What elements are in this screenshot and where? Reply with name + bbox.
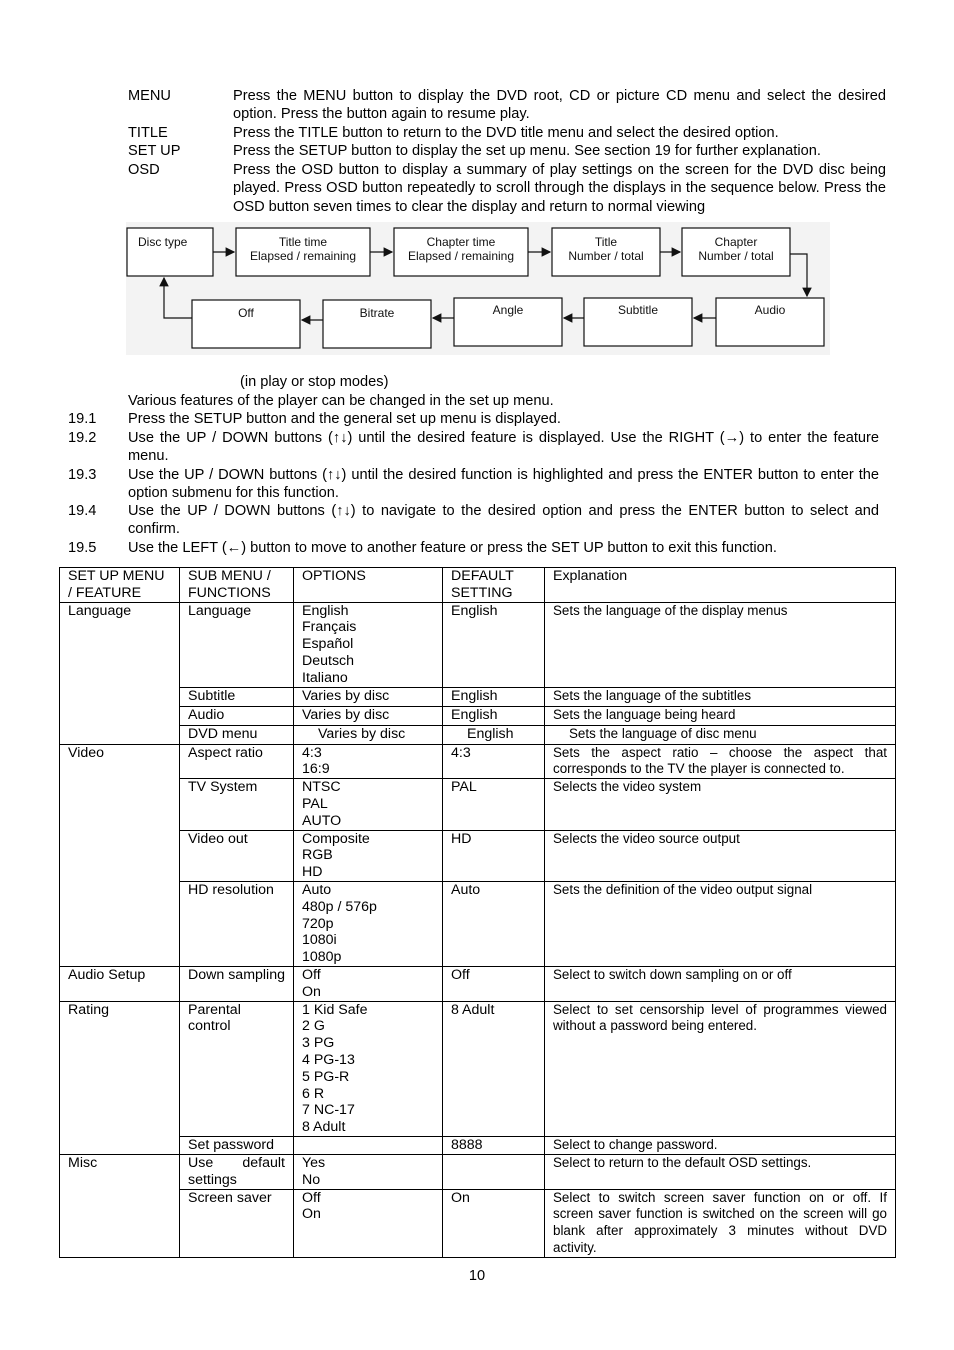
- table-row: [60, 1154, 896, 1189]
- explanation-cell: Select to return to the default OSD settings.: [545, 1154, 896, 1189]
- various-intro: Various features of the player can be changed in the set up menu.: [128, 393, 554, 409]
- option-item: PAL: [302, 795, 328, 812]
- sub-cell: Down sampling: [180, 966, 294, 1001]
- step-text: Use the UP / DOWN buttons (↑↓) until the desired function is highlighted and press the ENTER button to enter the option submenu for this function.: [128, 467, 879, 502]
- option-item: 4 PG-13: [302, 1051, 355, 1068]
- table-header-row: [60, 568, 896, 603]
- feature-cell: Misc: [60, 1154, 180, 1257]
- option-item: English: [302, 602, 349, 619]
- option-item: 6 R: [302, 1085, 325, 1102]
- explanation-cell: Selects the video system: [545, 779, 896, 830]
- label-bitrate: Bitrate: [359, 306, 395, 320]
- default-cell: Off: [443, 966, 545, 1001]
- step-number: 19.2: [68, 430, 97, 446]
- option-item: 2 G: [302, 1018, 325, 1035]
- step-text: Press the SETUP button and the general set up menu is displayed.: [128, 411, 561, 427]
- option-item: Italiano: [302, 669, 348, 686]
- option-item: 16:9: [302, 761, 330, 778]
- options-cell: Varies by disc: [294, 725, 443, 744]
- option-item: Yes: [302, 1154, 326, 1171]
- sub-cell: TV System: [180, 779, 294, 830]
- option-item: 720p: [302, 915, 334, 932]
- page-number: 10: [468, 1268, 486, 1284]
- table-row: [60, 1001, 896, 1136]
- def-osd: Press the OSD button to display a summary of play settings on the screen for the DVD disc being played. Press OSD button repeatedly to scroll through the displays in the sequence below. Press the OSD button seven times to clear the display and return to normal viewing: [233, 162, 886, 215]
- option-item: Off: [302, 1189, 321, 1206]
- label-title-num-1: Title: [594, 235, 618, 249]
- explanation-cell: Sets the language being heard: [545, 706, 896, 725]
- label-off: Off: [238, 306, 254, 320]
- option-item: Off: [302, 966, 321, 983]
- option-item: Español: [302, 636, 354, 653]
- label-subtitle: Subtitle: [617, 303, 659, 317]
- option-item: AUTO: [302, 812, 342, 829]
- explanation-cell: Select to set censorship level of programmes viewed without a password being entered.: [545, 1001, 896, 1136]
- default-cell: 8 Adult: [443, 1001, 545, 1136]
- term-menu: MENU: [128, 88, 171, 104]
- options-cell: [294, 602, 443, 687]
- options-cell: [294, 779, 443, 830]
- explanation-cell: Select to switch screen saver function on or off. If screen saver function is switched on the screen will go blank after approximately 3 minutes without DVD activity.: [545, 1189, 896, 1257]
- table-row: [60, 687, 896, 706]
- option-item: 1080p: [302, 949, 342, 966]
- sub-cell: Use default settings: [180, 1154, 294, 1189]
- label-angle: Angle: [492, 303, 524, 317]
- table-row: [60, 1189, 896, 1257]
- label-title-time-1: Title time: [278, 235, 328, 249]
- step-text: Use the UP / DOWN buttons (↑↓) until the desired feature is displayed. Use the RIGHT (→) to enter the feature menu.: [128, 430, 879, 465]
- option-item: 1080i: [302, 932, 337, 949]
- option-item: 4:3: [302, 744, 322, 761]
- option-item: Français: [302, 619, 357, 636]
- default-cell: 8888: [443, 1136, 545, 1154]
- term-osd: OSD: [128, 162, 160, 178]
- options-cell: [294, 1189, 443, 1257]
- explanation-cell: Sets the language of the subtitles: [545, 687, 896, 706]
- osd-flow-svg: [126, 222, 830, 355]
- feature-cell: Language: [60, 602, 180, 744]
- step-text: Use the LEFT (←) button to move to another feature or press the SET UP button to exit this function.: [128, 540, 777, 556]
- def-title: Press the TITLE button to return to the DVD title menu and select the desired option.: [233, 125, 779, 141]
- option-item: RGB: [302, 847, 333, 864]
- explanation-cell: Sets the language of disc menu: [545, 725, 896, 744]
- sub-cell: DVD menu: [180, 725, 294, 744]
- table-row: [60, 966, 896, 1001]
- explanation-cell: Sets the aspect ratio – choose the aspect that corresponds to the TV the player is connected to.: [545, 744, 896, 779]
- term-setup: SET UP: [128, 143, 181, 159]
- default-cell: On: [443, 1189, 545, 1257]
- options-cell: [294, 744, 443, 779]
- label-audio: Audio: [754, 303, 786, 317]
- table-row: [60, 830, 896, 881]
- option-item: On: [302, 1206, 321, 1223]
- option-item: 3 PG: [302, 1035, 335, 1052]
- options-cell: [294, 881, 443, 966]
- default-cell: English: [443, 725, 545, 744]
- table-row: [60, 725, 896, 744]
- options-cell: Varies by disc: [294, 706, 443, 725]
- default-cell: HD: [443, 830, 545, 881]
- arrow-10: [164, 278, 192, 318]
- table-row: [60, 744, 896, 779]
- option-item: 8 Adult: [302, 1119, 346, 1136]
- sub-cell: Audio: [180, 706, 294, 725]
- def-setup: Press the SETUP button to display the set up menu. See section 19 for further explanation.: [233, 143, 821, 159]
- option-item: 7 NC-17: [302, 1102, 355, 1119]
- sub-cell: HD resolution: [180, 881, 294, 966]
- feature-cell: Audio Setup: [60, 966, 180, 1001]
- osd-sequence-diagram: [126, 222, 830, 355]
- default-cell: PAL: [443, 779, 545, 830]
- step-text: Use the UP / DOWN buttons (↑↓) to navigate to the desired option and press the ENTER button to select and confirm.: [128, 503, 879, 538]
- sub-cell: Parental control: [180, 1001, 294, 1136]
- label-title-num-2: Number / total: [568, 249, 644, 263]
- sub-cell: Video out: [180, 830, 294, 881]
- options-cell: [294, 1001, 443, 1136]
- option-item: Composite: [302, 830, 370, 847]
- explanation-cell: Sets the language of the display menus: [545, 602, 896, 687]
- label-disc-type: Disc type: [138, 235, 188, 249]
- options-cell: [294, 1136, 443, 1154]
- label-chapter-num-2: Number / total: [698, 249, 774, 263]
- header-options: OPTIONS: [294, 568, 443, 603]
- header-sub-menu: SUB MENU / FUNCTIONS: [180, 568, 294, 603]
- step-number: 19.4: [68, 503, 97, 519]
- label-chapter-time-1: Chapter time: [426, 235, 496, 249]
- header-explanation: Explanation: [545, 568, 896, 603]
- header-default: DEFAULT SETTING: [443, 568, 545, 603]
- arrow-5: [790, 254, 807, 296]
- default-cell: English: [443, 687, 545, 706]
- feature-cell: Rating: [60, 1001, 180, 1154]
- sub-cell: Language: [180, 602, 294, 687]
- table-row: [60, 602, 896, 687]
- step-number: 19.5: [68, 540, 97, 556]
- table-row: [60, 1136, 896, 1154]
- option-item: Auto: [302, 881, 332, 898]
- label-title-time-2: Elapsed / remaining: [249, 249, 357, 263]
- step-number: 19.1: [68, 411, 97, 427]
- option-item: On: [302, 983, 321, 1000]
- default-cell: English: [443, 706, 545, 725]
- table-row: [60, 779, 896, 830]
- default-cell: Auto: [443, 881, 545, 966]
- options-cell: [294, 1154, 443, 1189]
- option-item: HD: [302, 864, 323, 881]
- explanation-cell: Selects the video source output: [545, 830, 896, 881]
- options-cell: Varies by disc: [294, 687, 443, 706]
- sub-cell: Aspect ratio: [180, 744, 294, 779]
- option-item: No: [302, 1171, 321, 1188]
- term-title: TITLE: [128, 125, 168, 141]
- default-cell: [443, 1154, 545, 1189]
- default-cell: English: [443, 602, 545, 687]
- options-cell: [294, 830, 443, 881]
- sub-cell: Set password: [180, 1136, 294, 1154]
- options-cell: [294, 966, 443, 1001]
- explanation-cell: Sets the definition of the video output signal: [545, 881, 896, 966]
- option-item: 1 Kid Safe: [302, 1001, 368, 1018]
- modes-note: (in play or stop modes): [240, 374, 389, 390]
- setup-menu-table: [59, 567, 896, 1258]
- label-chapter-num-1: Chapter: [714, 235, 758, 249]
- sub-cell: Screen saver: [180, 1189, 294, 1257]
- sub-cell: Subtitle: [180, 687, 294, 706]
- label-chapter-time-2: Elapsed / remaining: [407, 249, 515, 263]
- explanation-cell: Select to change password.: [545, 1136, 896, 1154]
- explanation-cell: Select to switch down sampling on or off: [545, 966, 896, 1001]
- header-feature: SET UP MENU / FEATURE: [60, 568, 180, 603]
- table-row: [60, 706, 896, 725]
- option-item: NTSC: [302, 779, 341, 796]
- def-menu: Press the MENU button to display the DVD root, CD or picture CD menu and select the desired option. Press the button again to resume play.: [233, 88, 886, 123]
- feature-cell: Video: [60, 744, 180, 966]
- option-item: 5 PG-R: [302, 1068, 350, 1085]
- option-item: 480p / 576p: [302, 898, 377, 915]
- step-number: 19.3: [68, 467, 97, 483]
- table-row: [60, 881, 896, 966]
- option-item: Deutsch: [302, 652, 355, 669]
- default-cell: 4:3: [443, 744, 545, 779]
